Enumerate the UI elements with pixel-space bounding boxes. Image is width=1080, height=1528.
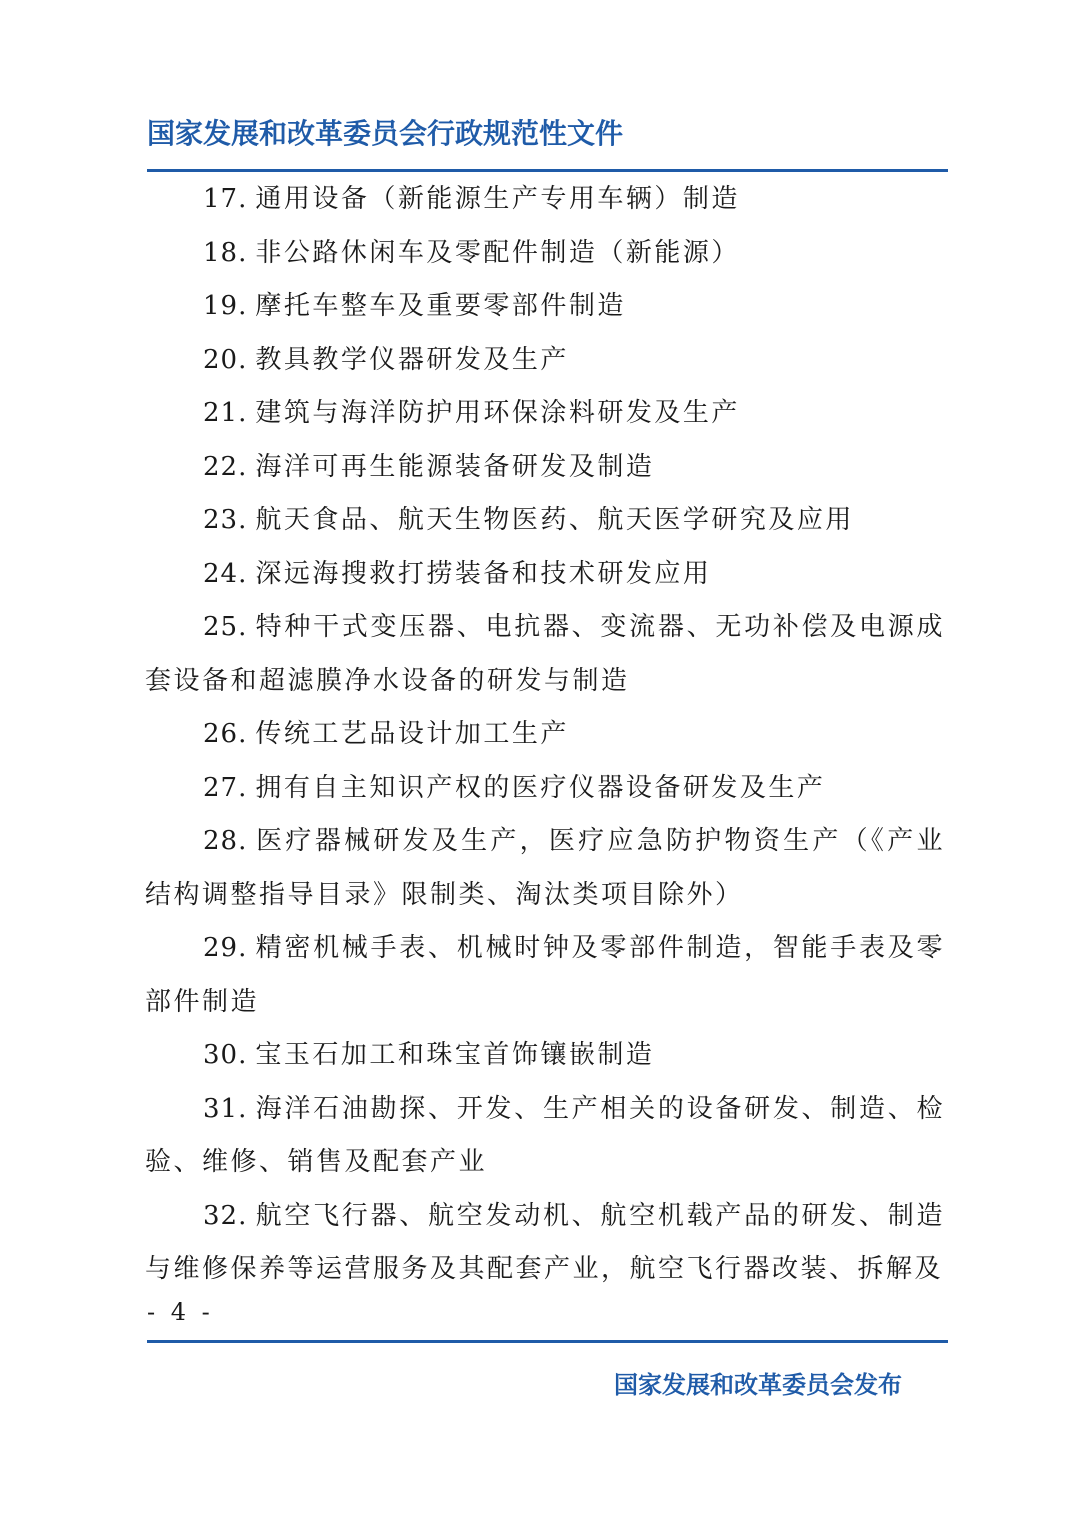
list-item	[145, 441, 945, 495]
item-text: 非公路休闲车及零配件制造（新能源）	[255, 237, 740, 268]
item-number: 22.	[203, 451, 248, 482]
item-number: 30.	[203, 1040, 248, 1070]
item-text: 宝玉石加工和珠宝首饰镶嵌制造	[255, 1040, 655, 1070]
list-item	[145, 387, 945, 441]
item-text: 深远海搜救打捞装备和技术研发应用	[255, 558, 712, 589]
item-text: 医疗器械研发及生产，医疗应急防护物资生产（《产业结构调整指导目录》限制类、淘汰类项目除外）	[145, 826, 945, 910]
footer-publisher: 国家发展和改革委员会发布	[614, 1371, 902, 1399]
list-item	[145, 922, 945, 1029]
list-item	[145, 708, 945, 762]
page-number: - 4 -	[147, 1298, 214, 1326]
item-text: 海洋石油勘探、开发、生产相关的设备研发、制造、检验、维修、销售及配套产业	[145, 1093, 945, 1177]
list-item	[145, 334, 945, 388]
document-header-title: 国家发展和改革委员会行政规范性文件	[147, 117, 624, 150]
item-text: 教具教学仪器研发及生产	[255, 344, 569, 375]
item-text: 传统工艺品设计加工生产	[255, 719, 569, 749]
item-number: 19.	[203, 291, 248, 321]
list-item	[145, 1029, 945, 1083]
item-number: 26.	[203, 719, 248, 749]
item-number: 27.	[203, 772, 248, 803]
item-number: 18.	[203, 237, 248, 268]
item-number: 25.	[203, 612, 248, 642]
item-number: 24.	[203, 558, 248, 589]
list-item	[145, 1083, 945, 1190]
list-item	[145, 601, 945, 708]
item-number: 20.	[203, 344, 248, 375]
document-body	[145, 173, 945, 1297]
item-text: 摩托车整车及重要零部件制造	[255, 291, 626, 321]
item-number: 32.	[203, 1200, 248, 1231]
item-text: 航天食品、航天生物医药、航天医学研究及应用	[255, 505, 854, 535]
item-text: 通用设备（新能源生产专用车辆）制造	[255, 184, 740, 214]
list-item	[145, 173, 945, 227]
item-number: 28.	[203, 826, 248, 856]
header-divider	[147, 169, 948, 172]
item-text: 精密机械手表、机械时钟及零部件制造，智能手表及零部件制造	[145, 933, 945, 1017]
list-item	[145, 494, 945, 548]
item-text: 航空飞行器、航空发动机、航空机载产品的研发、制造与维修保养等运营服务及其配套产业，航空飞行器改装、拆解及	[145, 1200, 945, 1284]
item-text: 特种干式变压器、电抗器、变流器、无功补偿及电源成套设备和超滤膜净水设备的研发与制造	[145, 612, 945, 696]
list-item	[145, 227, 945, 281]
list-item	[145, 762, 945, 816]
list-item	[145, 815, 945, 922]
list-item	[145, 1190, 945, 1297]
footer-divider	[147, 1340, 948, 1343]
item-text: 建筑与海洋防护用环保涂料研发及生产	[255, 398, 740, 428]
item-number: 17.	[203, 184, 248, 214]
item-number: 23.	[203, 505, 248, 535]
item-number: 21.	[203, 398, 248, 428]
list-item	[145, 280, 945, 334]
item-number: 31.	[203, 1093, 248, 1124]
item-number: 29.	[203, 933, 248, 963]
item-text: 拥有自主知识产权的医疗仪器设备研发及生产	[255, 772, 826, 803]
item-text: 海洋可再生能源装备研发及制造	[255, 451, 655, 482]
list-item	[145, 548, 945, 602]
